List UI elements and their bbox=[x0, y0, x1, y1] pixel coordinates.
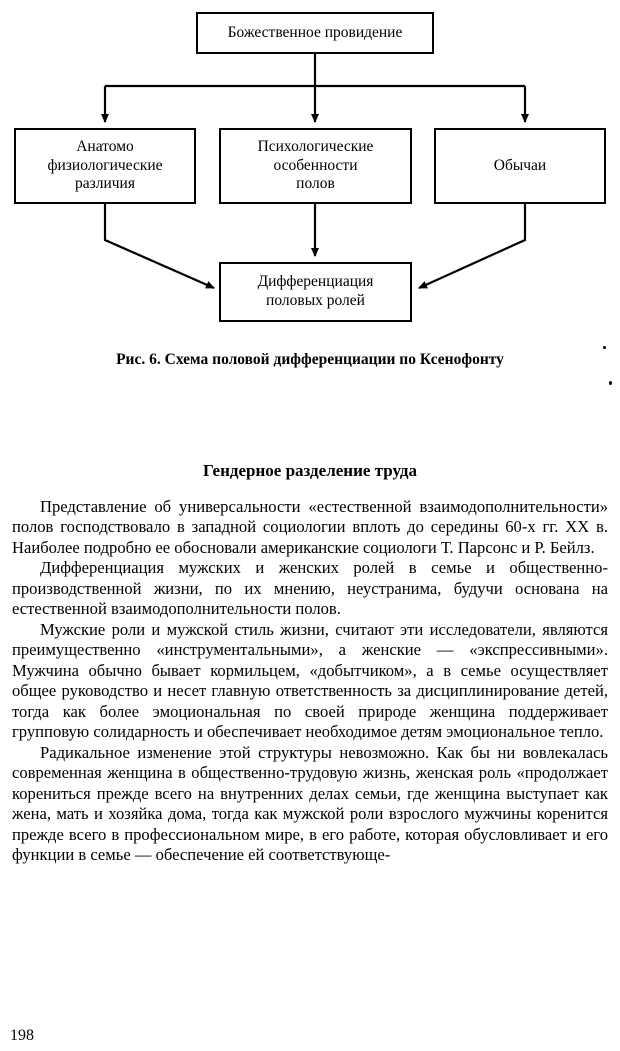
diagram-box-psychological-features bbox=[219, 128, 412, 204]
diagram-box-sex-role-differentiation bbox=[219, 262, 412, 322]
body-text bbox=[0, 497, 620, 866]
diagram-box-customs-label: Обычаи bbox=[493, 156, 547, 174]
psych-line-1: Психологические bbox=[257, 137, 374, 155]
section-heading: Гендерное разделение труда bbox=[203, 461, 417, 480]
anatomo-line-2: физиологические bbox=[47, 156, 163, 174]
anatomo-line-3: различия bbox=[74, 175, 135, 193]
diagram-box-divine-providence bbox=[196, 12, 434, 54]
paragraph: Мужские роли и мужской стиль жизни, считают эти исследователи, являются преимущественно «инструментальными», а женские — «экспрессивными». Мужчина обычно бывает кормильцем, «добытчиком», а в семье осуществляет общее руководство и несет главную ответственность за дисциплинирование детей, тогда как более эмоциональная по своей природе женщина поддерживает групповую солидарность и обеспечивает необходимое детям эмоциональное тепло. bbox=[12, 619, 608, 742]
diff-line-2: половых ролей bbox=[266, 292, 365, 309]
anatomo-line-1: Анатомо bbox=[76, 137, 134, 155]
diagram-box-customs bbox=[434, 128, 606, 204]
psych-line-2: особенности bbox=[273, 156, 358, 174]
diff-line-1: Дифференциация bbox=[257, 273, 374, 291]
paragraph: Радикальное изменение этой структуры невозможно. Как бы ни вовлекалась современная женщина в общественно-трудовую жизнь, женская роль «продолжает корениться прежде всего на внутренних делах семьи, где женщина выступает как жена, мать и хозяйка дома, тогда как мужской роли взрослого мужчины коренится прежде всего в профессиональном мире, в его работе, которая обусловливает и его функции в семье — обеспечение ей соответствующе- bbox=[12, 742, 608, 865]
diagram-box-divine-providence-label: Божественное провидение bbox=[227, 23, 403, 41]
page-number: 198 bbox=[10, 1027, 34, 1044]
diagram-box-anatomical-differences bbox=[14, 128, 196, 204]
psych-line-3: полов bbox=[296, 175, 335, 193]
figure-caption: Рис. 6. Схема половой дифференциации по Ксенофонту bbox=[116, 351, 504, 368]
paragraph: Представление об универсальности «естественной взаимодополнительности» полов господствовало в западной социологии вплоть до середины 60-х гг. XX в. Наиболее подробно ее обосновали американские социологи Т. Парсонс и Р. Бейлз. bbox=[12, 497, 608, 557]
figure-diagram bbox=[0, 0, 620, 345]
scan-speck bbox=[603, 346, 606, 349]
scan-speck bbox=[609, 381, 612, 385]
paragraph: Дифференциация мужских и женских ролей в семье и общественно-производственной жизни, по их мнению, неустранима, будучи основана на естественной взаимодополнительности полов. bbox=[12, 558, 608, 619]
